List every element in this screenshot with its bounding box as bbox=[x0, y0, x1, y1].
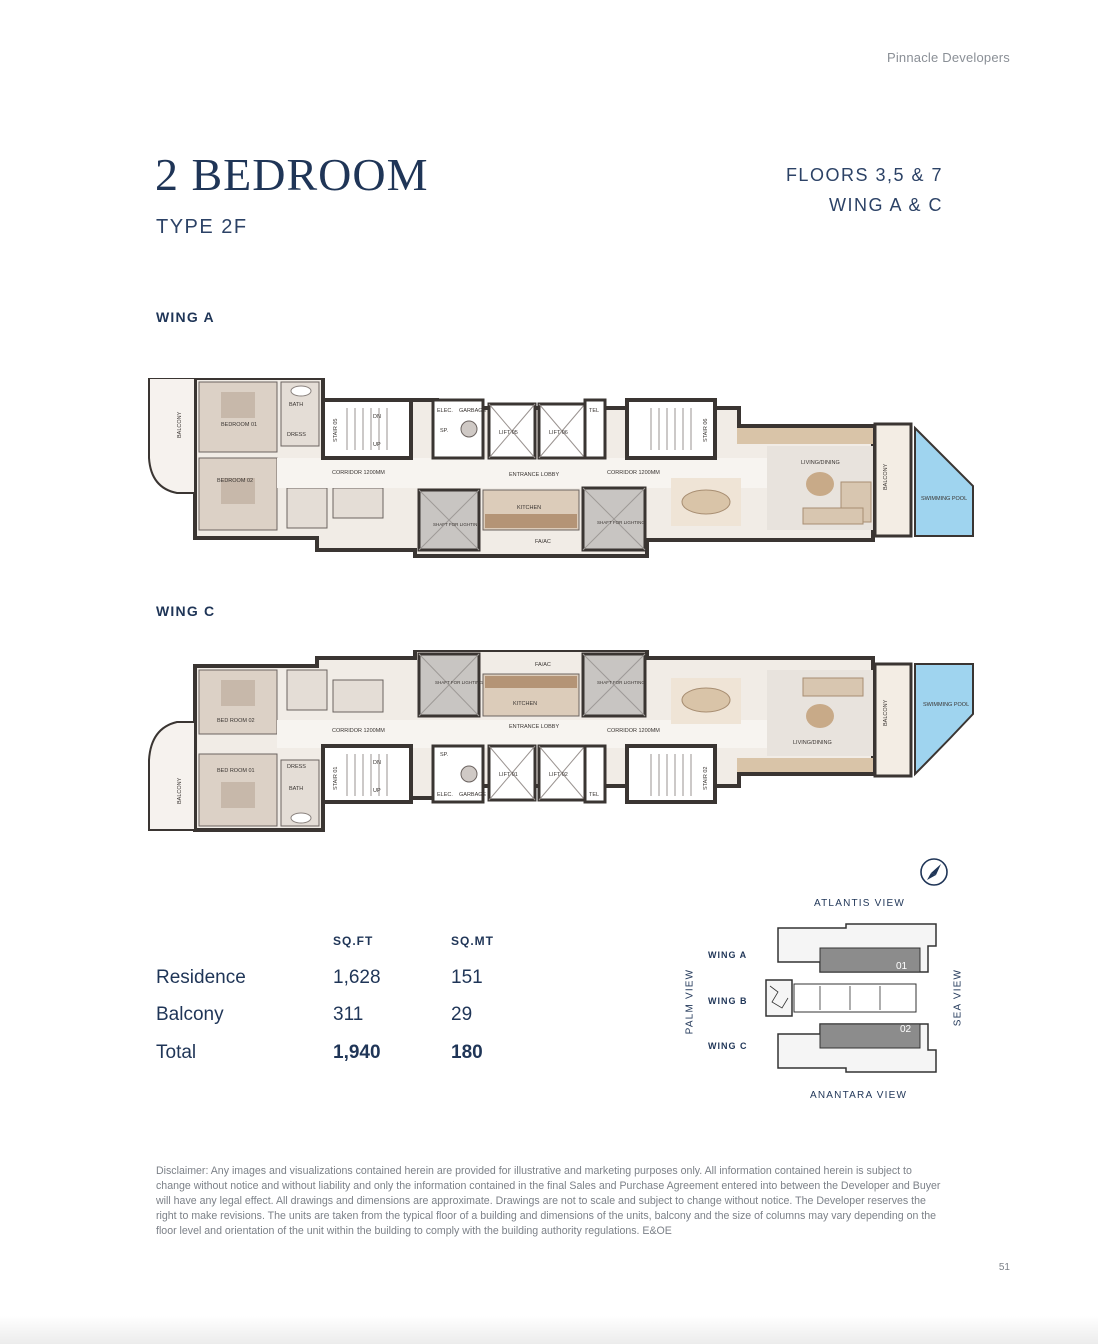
label-up: UP bbox=[373, 788, 381, 794]
label-bedroom-01: BED ROOM 01 bbox=[217, 768, 255, 774]
label-tel: TEL bbox=[589, 792, 600, 798]
balcony-right bbox=[875, 664, 911, 776]
row-sqft: 311 bbox=[333, 1004, 364, 1025]
label-shaft-right: SHAFT FOR LIGHTING bbox=[597, 680, 645, 685]
label-shaft-left: SHAFT FOR LIGHTING bbox=[433, 522, 481, 527]
wing-a-floor-plan bbox=[137, 378, 989, 560]
label-dress: DRESS bbox=[287, 432, 306, 438]
label-stair-05: STAIR 05 bbox=[333, 418, 339, 442]
row-sqft: 1,940 bbox=[333, 1042, 381, 1063]
stair-06 bbox=[627, 400, 715, 458]
floors-label: FLOORS 3,5 & 7 bbox=[785, 165, 943, 185]
page-number: 51 bbox=[998, 1262, 1010, 1273]
label-tel: TEL bbox=[589, 408, 600, 414]
footer-shadow bbox=[0, 1316, 1098, 1344]
row-label: Total bbox=[156, 1042, 197, 1063]
floors-info bbox=[786, 160, 943, 220]
label-swimming-pool: SWIMMING POOL bbox=[921, 496, 968, 502]
table-header-sqft: SQ.FT bbox=[333, 934, 374, 948]
label-stair-01: STAIR 01 bbox=[333, 766, 339, 790]
label-shaft-left: SHAFT FOR LIGHTING bbox=[435, 680, 483, 685]
label-elec: ELEC. bbox=[437, 792, 453, 798]
brand-name: Pinnacle Developers bbox=[886, 50, 1010, 65]
keyplan-wing-b: WING B bbox=[708, 996, 748, 1006]
balcony-left bbox=[149, 722, 195, 830]
label-lift-06: LIFT 06 bbox=[549, 430, 568, 436]
wing-c-label: WING C bbox=[156, 603, 216, 619]
label-lift-02: LIFT 02 bbox=[549, 772, 568, 778]
label-balcony-left: BALCONY bbox=[177, 777, 183, 804]
label-garbage: GARBAGE bbox=[459, 408, 487, 414]
label-bedroom-02: BED ROOM 02 bbox=[217, 718, 255, 724]
keyplan-wing-c: WING C bbox=[708, 1041, 748, 1051]
label-stair-06: STAIR 06 bbox=[703, 418, 709, 442]
label-swimming-pool: SWIMMING POOL bbox=[923, 702, 970, 708]
label-stair-02: STAIR 02 bbox=[703, 766, 709, 790]
label-faac: FA/AC bbox=[535, 662, 551, 668]
row-sqmt: 29 bbox=[451, 1004, 473, 1025]
label-bedroom-02: BEDROOM 02 bbox=[217, 478, 254, 484]
label-corridor-right: CORRIDOR 1200MM bbox=[607, 470, 660, 476]
label-bath: BATH bbox=[289, 786, 304, 792]
keyplan-unit-02-label: 02 bbox=[900, 1024, 912, 1035]
label-lift-05: LIFT 05 bbox=[499, 430, 518, 436]
wing-a-label: WING A bbox=[156, 309, 215, 325]
label-sp: SP. bbox=[440, 752, 449, 758]
table-row-residence bbox=[156, 967, 516, 993]
label-faac: FA/AC bbox=[535, 539, 551, 545]
row-sqmt: 151 bbox=[451, 967, 483, 988]
label-balcony-left: BALCONY bbox=[177, 411, 183, 438]
label-sp: SP. bbox=[440, 428, 449, 434]
table-header-sqmt: SQ.MT bbox=[451, 934, 494, 948]
label-entrance-lobby: ENTRANCE LOBBY bbox=[509, 724, 560, 730]
unit-type: TYPE 2F bbox=[156, 216, 248, 238]
label-dn: DN bbox=[373, 414, 381, 420]
swimming-pool bbox=[915, 428, 973, 536]
key-plan bbox=[760, 922, 940, 1074]
label-bedroom-01: BEDROOM 01 bbox=[221, 422, 258, 428]
row-label: Balcony bbox=[156, 1004, 224, 1025]
label-balcony-right: BALCONY bbox=[883, 463, 889, 490]
label-entrance-lobby: ENTRANCE LOBBY bbox=[509, 472, 560, 478]
row-label: Residence bbox=[156, 967, 246, 988]
stair-02 bbox=[627, 746, 715, 802]
label-shaft-right: SHAFT FOR LIGHTING bbox=[597, 520, 645, 525]
table-row-balcony bbox=[156, 1004, 516, 1030]
view-right: SEA VIEW bbox=[952, 968, 964, 1027]
label-kitchen: KITCHEN bbox=[513, 701, 538, 707]
view-top: ATLANTIS VIEW bbox=[814, 898, 905, 909]
label-corridor-left: CORRIDOR 1200MM bbox=[332, 470, 385, 476]
label-dress: DRESS bbox=[287, 764, 306, 770]
label-corridor-left: CORRIDOR 1200MM bbox=[332, 728, 385, 734]
label-garbage: GARBAGE bbox=[459, 792, 487, 798]
balcony-left bbox=[149, 378, 195, 493]
table-row-total bbox=[156, 1042, 516, 1068]
label-living-dining: LIVING/DINING bbox=[793, 740, 832, 746]
swimming-pool bbox=[915, 664, 973, 774]
label-balcony-right: BALCONY bbox=[883, 699, 889, 726]
label-kitchen: KITCHEN bbox=[517, 505, 542, 511]
label-dn: DN bbox=[373, 760, 381, 766]
label-elec: ELEC. bbox=[437, 408, 453, 414]
label-bath: BATH bbox=[289, 402, 304, 408]
keyplan-unit-01-label: 01 bbox=[896, 961, 908, 972]
disclaimer: Disclaimer: Any images and visualizations contained herein are provided for illustrative and marketing purposes only. All information contained herein is subject to change without notice and without liability and only the information contained in the final Sales and Purchase Agreement entered into between the Developer and Buyer will have any legal effect. All drawings and dimensions are approximate. Drawings are not to scale and subject to change without notice. The Developer reserves the right to make revisions. The units are taken from the typical floor of a building and dimensions of the units, balcony and the size of columns may vary depending on the floor level and orientation of the unit within the building to comply with the building authority regulations. E&OE bbox=[156, 1165, 941, 1237]
keyplan-wing-a: WING A bbox=[708, 950, 748, 960]
row-sqmt: 180 bbox=[451, 1042, 483, 1063]
page-title: 2 BEDROOM bbox=[155, 149, 429, 200]
wings-label: WING A & C bbox=[828, 195, 943, 215]
compass-icon bbox=[918, 856, 950, 888]
view-left: PALM VIEW bbox=[684, 968, 696, 1035]
balcony-right bbox=[875, 424, 911, 536]
label-lift-01: LIFT 01 bbox=[499, 772, 518, 778]
label-living-dining: LIVING/DINING bbox=[801, 460, 840, 466]
wing-c-floor-plan bbox=[137, 650, 989, 836]
label-up: UP bbox=[373, 442, 381, 448]
label-corridor-right: CORRIDOR 1200MM bbox=[607, 728, 660, 734]
view-bottom: ANANTARA VIEW bbox=[810, 1090, 908, 1101]
row-sqft: 1,628 bbox=[333, 967, 381, 988]
